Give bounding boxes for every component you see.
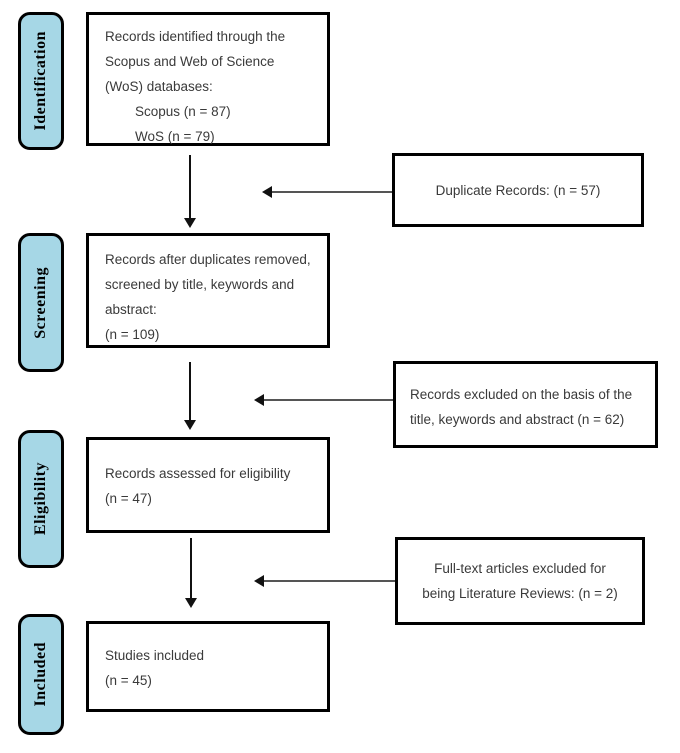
records-after-duplicates-count: (n = 109) [105, 327, 160, 342]
fulltext-excluded-line-1: Full-text articles excluded for [434, 561, 606, 576]
records-excluded-line-2: title, keywords and abstract (n = 62) [410, 412, 625, 427]
records-after-duplicates-box [86, 233, 330, 348]
stage-label-included-text: Included [32, 642, 49, 707]
records-identified-scopus-count: Scopus (n = 87) [135, 104, 231, 119]
stage-label-included [18, 614, 64, 735]
down-arrow-head-icon [184, 218, 196, 228]
fulltext-excluded-box [395, 537, 645, 625]
down-arrow-line [190, 538, 192, 598]
records-identified-box [86, 12, 330, 146]
left-arrow-head-icon [254, 394, 264, 406]
duplicate-records-text: Duplicate Records: (n = 57) [435, 182, 601, 198]
left-arrow-head-icon [262, 186, 272, 198]
records-identified-line-2: Scopus and Web of Science [105, 54, 275, 69]
left-arrow-line [272, 191, 392, 193]
down-arrow-head-icon [185, 598, 197, 608]
fulltext-excluded-line-2: being Literature Reviews: (n = 2) [422, 586, 618, 601]
duplicate-records-box [392, 153, 644, 227]
studies-included-line-1: Studies included [105, 648, 205, 663]
records-after-duplicates-line-1: Records after duplicates removed, [105, 252, 311, 267]
left-arrow-line [264, 580, 395, 582]
studies-included-box [86, 621, 330, 712]
records-assessed-box [86, 437, 330, 533]
records-excluded-line-1: Records excluded on the basis of the [410, 387, 633, 402]
down-arrow-line [189, 155, 191, 218]
records-identified-line-3: (WoS) databases: [105, 79, 213, 94]
left-arrow-head-icon [254, 575, 264, 587]
records-assessed-line-1: Records assessed for eligibility [105, 466, 291, 481]
down-arrow-head-icon [184, 420, 196, 430]
records-excluded-box [393, 361, 658, 448]
records-assessed-count: (n = 47) [105, 491, 152, 506]
stage-label-screening [18, 233, 64, 372]
studies-included-count: (n = 45) [105, 673, 152, 688]
records-after-duplicates-line-3: abstract: [105, 302, 157, 317]
stage-label-screening-text: Screening [32, 266, 49, 339]
records-after-duplicates-line-2: screened by title, keywords and [105, 277, 295, 292]
stage-label-eligibility [18, 430, 64, 568]
stage-label-identification-text: Identification [32, 31, 49, 131]
left-arrow-line [264, 399, 393, 401]
records-identified-wos-count: WoS (n = 79) [135, 129, 215, 144]
stage-label-identification [18, 12, 64, 150]
stage-label-eligibility-text: Eligibility [32, 462, 49, 536]
down-arrow-line [189, 362, 191, 420]
records-identified-line-1: Records identified through the [105, 29, 286, 44]
